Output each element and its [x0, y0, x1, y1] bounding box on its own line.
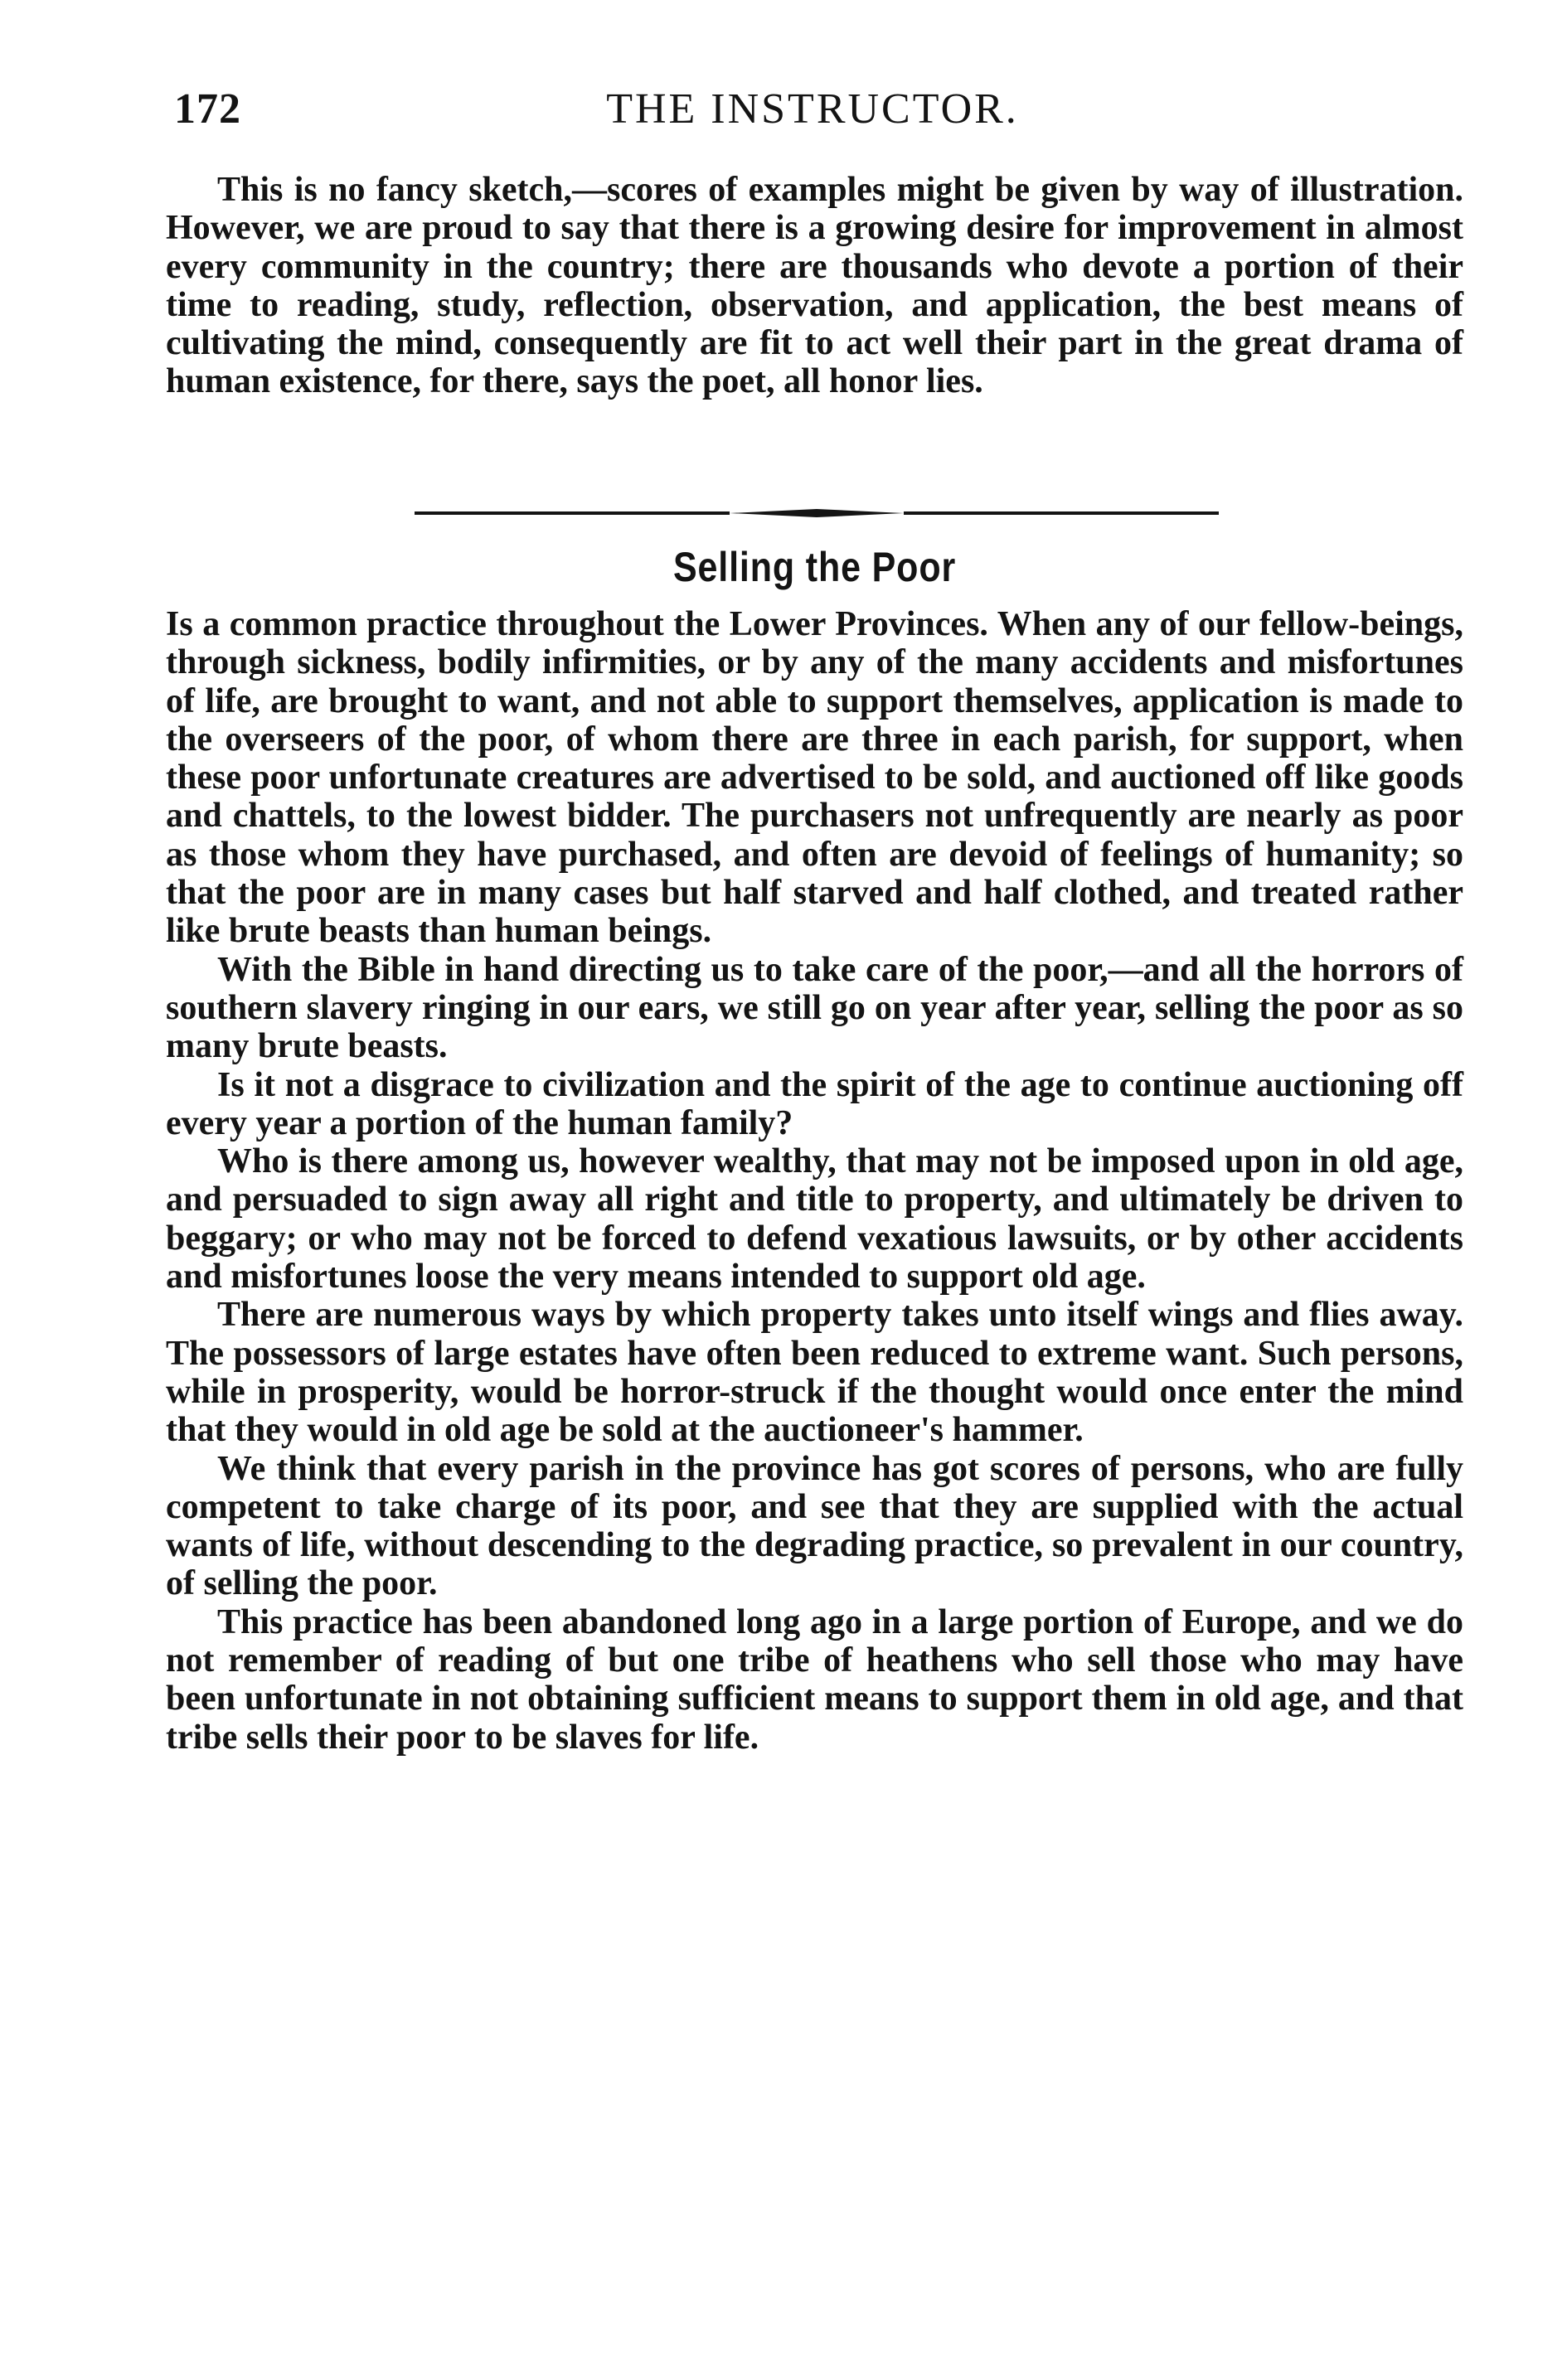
body-paragraph: Who is there among us, however wealthy, that may not be imposed upon in old age, and persuaded to sign away all right and title to property, and ultimately be driven to beggary; or who may not be forced to defend vexatious lawsuits, or by other accidents and misfortunes loose the very means intended to support old age.	[166, 1142, 1463, 1297]
running-head: THE INSTRUCTOR.	[606, 85, 1019, 133]
page-number: 172	[174, 85, 241, 133]
section-divider	[415, 507, 1219, 519]
section-body	[166, 605, 1463, 1757]
body-paragraph: Is it not a disgrace to civilization and the spirit of the age to continue auctioning off every year a portion of the human family?	[166, 1065, 1463, 1142]
page-header	[166, 85, 1459, 143]
section-title: Selling the Poor	[672, 544, 957, 590]
body-paragraph: We think that every parish in the province has got scores of persons, who are fully competent to take charge of its poor, and see that they are supplied with the actual wants of life, without descending to the degrading practice, so prevalent in our country, of selling the poor.	[166, 1449, 1463, 1603]
body-paragraph: There are numerous ways by which property takes unto itself wings and flies away. The possessors of large estates have often been reduced to extreme want. Such persons, while in prosperity, would be horror-struck if the thought would once enter the mind that they would in old age be sold at the auctioneer's hammer.	[166, 1296, 1463, 1450]
body-paragraph: This practice has been abandoned long ago in a large portion of Europe, and we do not remember of reading of but one tribe of heathens who sell those who may have been unfortunate in not obtaining sufficient means to support them in old age, and that tribe sells their poor to be slaves for life.	[166, 1602, 1463, 1757]
body-paragraph: Is a common practice throughout the Lower Provinces. When any of our fellow-beings, through sickness, bodily infirmities, or by any of the many accidents and misfortunes of life, are brought to want, and not able to support themselves, application is made to the overseers of the poor, of whom there are three in each parish, for support, when these poor unfortunate creatures are advertised to be sold, and auctioned off like goods and chattels, to the lowest bidder. The purchasers not unfrequently are nearly as poor as those whom they have purchased, and often are devoid of feelings of humanity; so that the poor are in many cases but half starved and half clothed, and treated rather like brute beasts than human beings.	[166, 605, 1463, 951]
intro-paragraph: This is no fancy sketch,—scores of examples might be given by way of illustration. However, we are proud to say that there is a growing desire for improvement in almost every community in the country; there are thousands who devote a portion of their time to reading, study, reflection, observation, and application, the best means of cultivating the mind, consequently are fit to act well their part in the great drama of human existence, for there, says the poet, all honor lies.	[166, 171, 1463, 401]
body-paragraph: With the Bible in hand directing us to take care of the poor,—and all the horrors of southern slavery ringing in our ears, we still go on year after year, selling the poor as so many brute beasts.	[166, 950, 1463, 1066]
divider-rule	[415, 507, 1219, 519]
intro-paragraph-block	[166, 171, 1463, 401]
